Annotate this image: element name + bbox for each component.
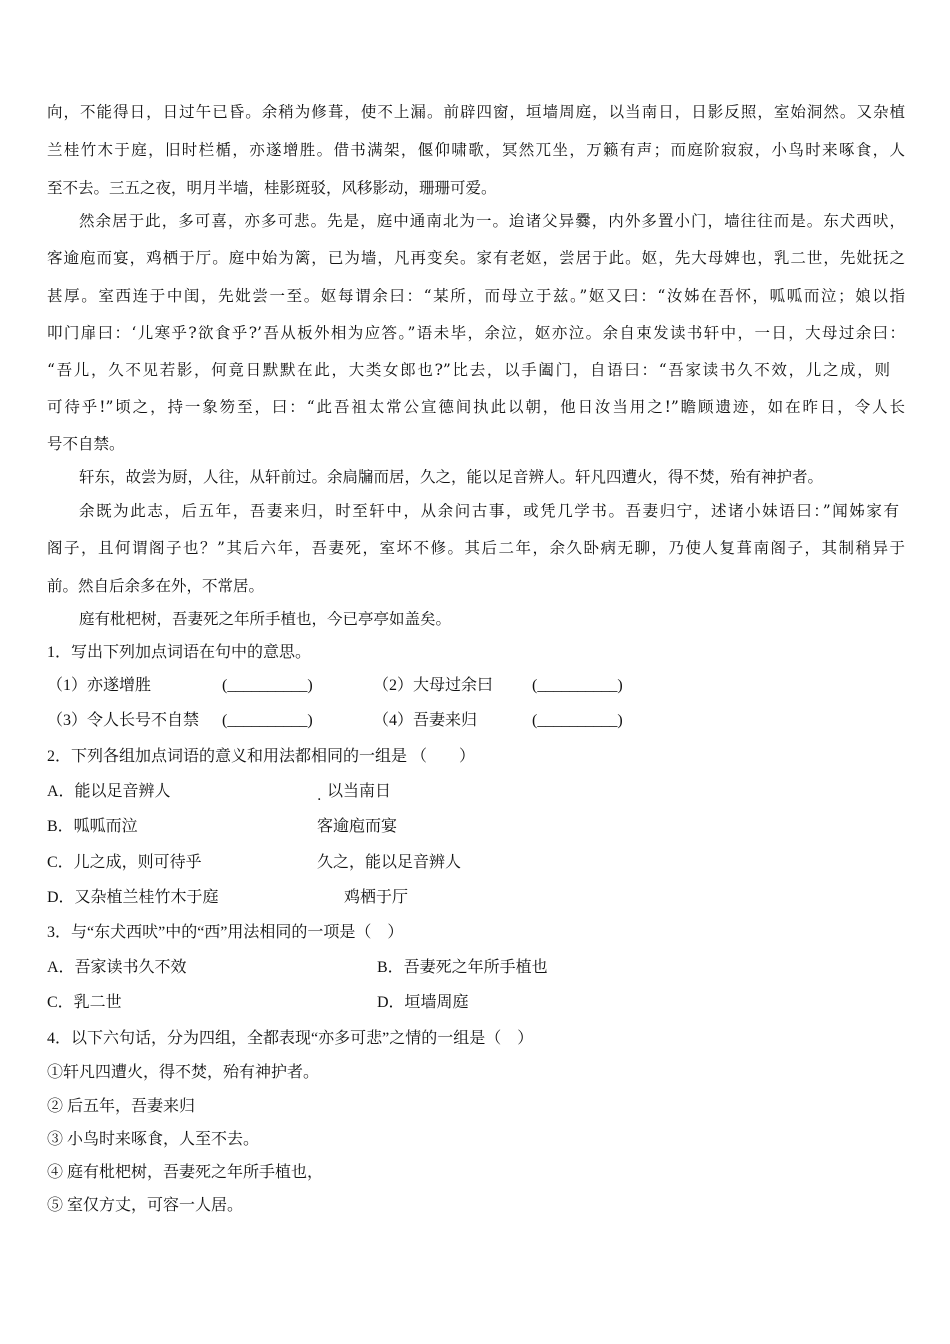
q1-answer-blank[interactable]: (__________): [532, 712, 623, 729]
q3-option: C．乳二世: [47, 994, 122, 1011]
emphasis-dot: .: [317, 788, 322, 804]
q1-item-label: （1）亦遂增胜: [47, 677, 152, 694]
q3-option: A．吾家读书久不效: [47, 959, 187, 976]
q1-item-label: （3）令人长号不自禁: [47, 712, 200, 729]
question-4-stem: 4．以下六句话，分为四组，全都表现“亦多可悲”之情的一组是（ ）: [47, 1030, 534, 1047]
question-3-stem: 3．与“东犬西吠”中的“西”用法相同的一项是（ ）: [47, 924, 404, 941]
passage-line: 兰桂竹木于庭，旧时栏楯，亦遂增胜。借书满架，偃仰啸歌，冥然兀坐，万籁有声；而庭阶寂寂，小鸟时来啄食，人: [47, 141, 905, 159]
passage-line: 余既为此志，后五年，吾妻来归，时至轩中，从余问古事，或凭几学书。吾妻归宁，述诸小妹语曰：”闻姊家有: [79, 502, 899, 520]
passage-line: 轩东，故尝为厨，人往，从轩前过。余扃牖而居，久之，能以足音辨人。轩凡四遭火，得不焚，殆有神护者。: [79, 468, 824, 486]
q2-option-right: 久之，能以足音辨人: [317, 854, 462, 871]
passage-line: 庭有枇杷树，吾妻死之年所手植也，今已亭亭如盖矣。: [79, 610, 452, 628]
question-2-stem: 2．下列各组加点词语的意义和用法都相同的一组是 （ ）: [47, 748, 476, 765]
q2-option-left: A．能以足音辨人: [47, 783, 171, 800]
q4-item: ⑤ 室仅方丈，可容一人居。: [47, 1197, 244, 1214]
q1-answer-blank[interactable]: (__________): [532, 677, 623, 694]
q4-item: ①轩凡四遭火，得不焚，殆有神护者。: [47, 1064, 320, 1081]
passage-line: 甚厚。室西连于中闺，先妣尝一至。妪每谓余曰：“某所，而母立于兹。”妪又曰：“汝姊在吾怀，呱呱而泣；娘以指: [47, 287, 905, 305]
passage-line: 号不自禁。: [47, 435, 125, 453]
q2-option-left: C．儿之成，则可待乎: [47, 854, 202, 871]
q4-item: ④ 庭有枇杷树，吾妻死之年所手植也，: [47, 1164, 324, 1181]
passage-line: 阁子，且何谓阁子也？”其后六年，吾妻死，室坏不修。其后二年，余久卧病无聊，乃使人复葺南阁子，其制稍异于: [47, 539, 905, 557]
q3-option: B．吾妻死之年所手植也: [377, 959, 548, 976]
q2-option-right: 鸡栖于厅: [344, 889, 409, 906]
q4-item: ② 后五年，吾妻来归: [47, 1098, 196, 1115]
passage-line: 客逾庖而宴，鸡栖于厅。庭中始为篱，已为墙，凡再变矣。家有老妪，尝居于此。妪，先大母婢也，乳二世，先妣抚之: [47, 249, 905, 267]
passage-line: 向，不能得日，日过午已昏。余稍为修葺，使不上漏。前辟四窗，垣墙周庭，以当南日，日影反照，室始洞然。又杂植: [47, 103, 905, 121]
passage-line: “吾儿，久不见若影，何竟日默默在此，大类女郎也?”比去，以手阖门，自语曰：“吾家读书久不效，儿之成，则: [47, 361, 890, 379]
q2-option-right: 客逾庖而宴: [317, 818, 398, 835]
q1-answer-blank[interactable]: (__________): [222, 677, 313, 694]
q2-option-left: B．呱呱而泣: [47, 818, 138, 835]
passage-line: 可待乎!”顷之，持一象笏至，曰：“此吾祖太常公宣德间执此以朝，他日汝当用之!”瞻顾遗迹，如在昨日，令人长: [47, 398, 905, 416]
question-1-stem: 1．写出下列加点词语在句中的意思。: [47, 644, 312, 661]
q3-option: D．垣墙周庭: [377, 994, 469, 1011]
q4-item: ③ 小鸟时来啄食，人至不去。: [47, 1131, 260, 1148]
q2-option-left: D．又杂植兰桂竹木于庭: [47, 889, 219, 906]
passage-line: 然余居于此，多可喜，亦多可悲。先是，庭中通南北为一。迨诸父异爨，内外多置小门，墙往往而是。东犬西吠，: [79, 212, 905, 230]
q1-item-label: （4）吾妻来归: [373, 712, 478, 729]
q2-option-right: 以当南日: [327, 783, 392, 800]
q1-answer-blank[interactable]: (__________): [222, 712, 313, 729]
passage-line: 至不去。三五之夜，明月半墙，桂影斑驳，风移影动，珊珊可爱。: [47, 179, 497, 197]
passage-line: 叩门扉曰：‘儿寒乎?欲食乎?’吾从板外相为应答。”语未毕，余泣，妪亦泣。余自束发读书轩中，一日，大母过余曰：: [47, 324, 905, 342]
passage-line: 前。然自后余多在外，不常居。: [47, 577, 265, 595]
q1-item-label: （2）大母过余曰: [373, 677, 494, 694]
